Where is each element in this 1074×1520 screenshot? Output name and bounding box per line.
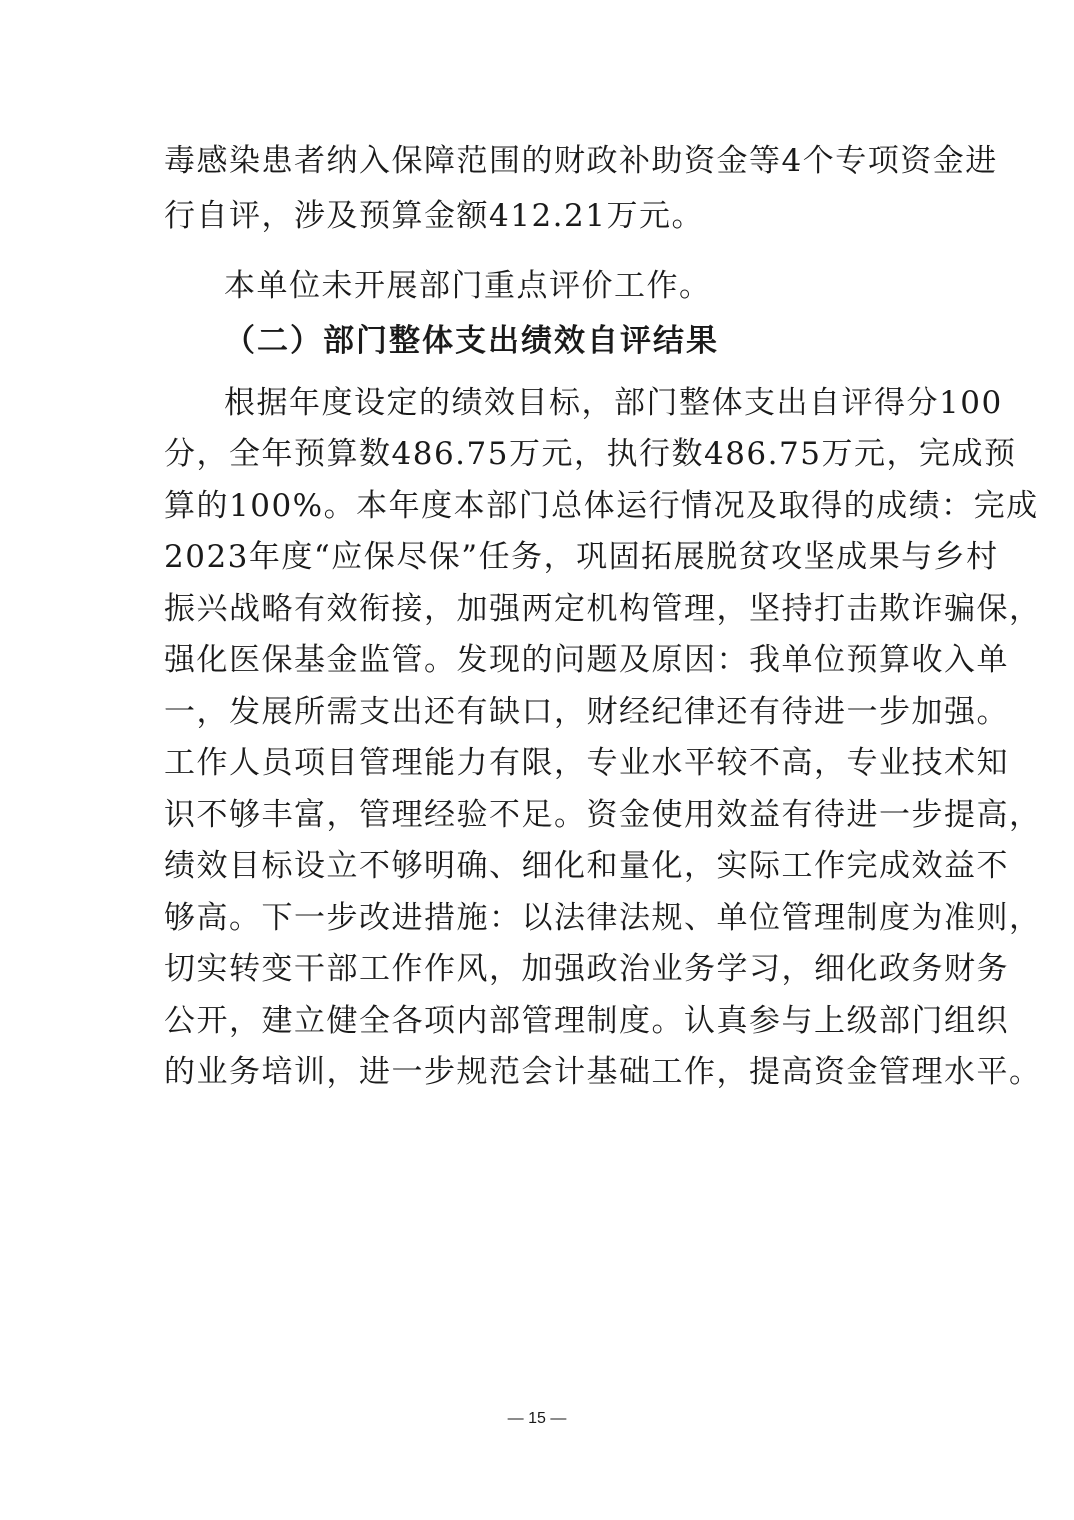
- section-heading: （二）部门整体支出绩效自评结果: [224, 323, 719, 359]
- paragraph-line: 本单位未开展部门重点评价工作。: [224, 268, 712, 304]
- paragraph-line: 2023年度“应保尽保”任务，巩固拓展脱贫攻坚成果与乡村: [164, 539, 999, 575]
- paragraph-line: 公开，建立健全各项内部管理制度。认真参与上级部门组织: [164, 1003, 1009, 1039]
- paragraph-line: 毒感染患者纳入保障范围的财政补助资金等4个专项资金进: [164, 143, 998, 179]
- paragraph-line: 的业务培训，进一步规范会计基础工作，提高资金管理水平。: [164, 1054, 1042, 1090]
- paragraph-line: 算的100%。本年度本部门总体运行情况及取得的成绩：完成: [164, 488, 1039, 524]
- paragraph-line: 强化医保基金监管。发现的问题及原因：我单位预算收入单: [164, 642, 1009, 678]
- paragraph-line: 分，全年预算数486.75万元，执行数486.75万元，完成预: [164, 436, 1017, 472]
- paragraph-line: 根据年度设定的绩效目标，部门整体支出自评得分100: [224, 385, 1003, 421]
- paragraph-line: 够高。下一步改进措施：以法律法规、单位管理制度为准则，: [164, 900, 1042, 936]
- paragraph-line: 工作人员项目管理能力有限，专业水平较不高，专业技术知: [164, 745, 1009, 781]
- paragraph-line: 切实转变干部工作作风，加强政治业务学习，细化政务财务: [164, 951, 1009, 987]
- paragraph-line: 振兴战略有效衔接，加强两定机构管理，坚持打击欺诈骗保，: [164, 591, 1042, 627]
- paragraph-line: 一，发展所需支出还有缺口，财经纪律还有待进一步加强。: [164, 694, 1009, 730]
- page-number: — 15 —: [507, 1410, 567, 1427]
- paragraph-line: 行自评，涉及预算金额412.21万元。: [164, 198, 704, 234]
- paragraph-line: 绩效目标设立不够明确、细化和量化，实际工作完成效益不: [164, 848, 1009, 884]
- paragraph-line: 识不够丰富，管理经验不足。资金使用效益有待进一步提高，: [164, 797, 1042, 833]
